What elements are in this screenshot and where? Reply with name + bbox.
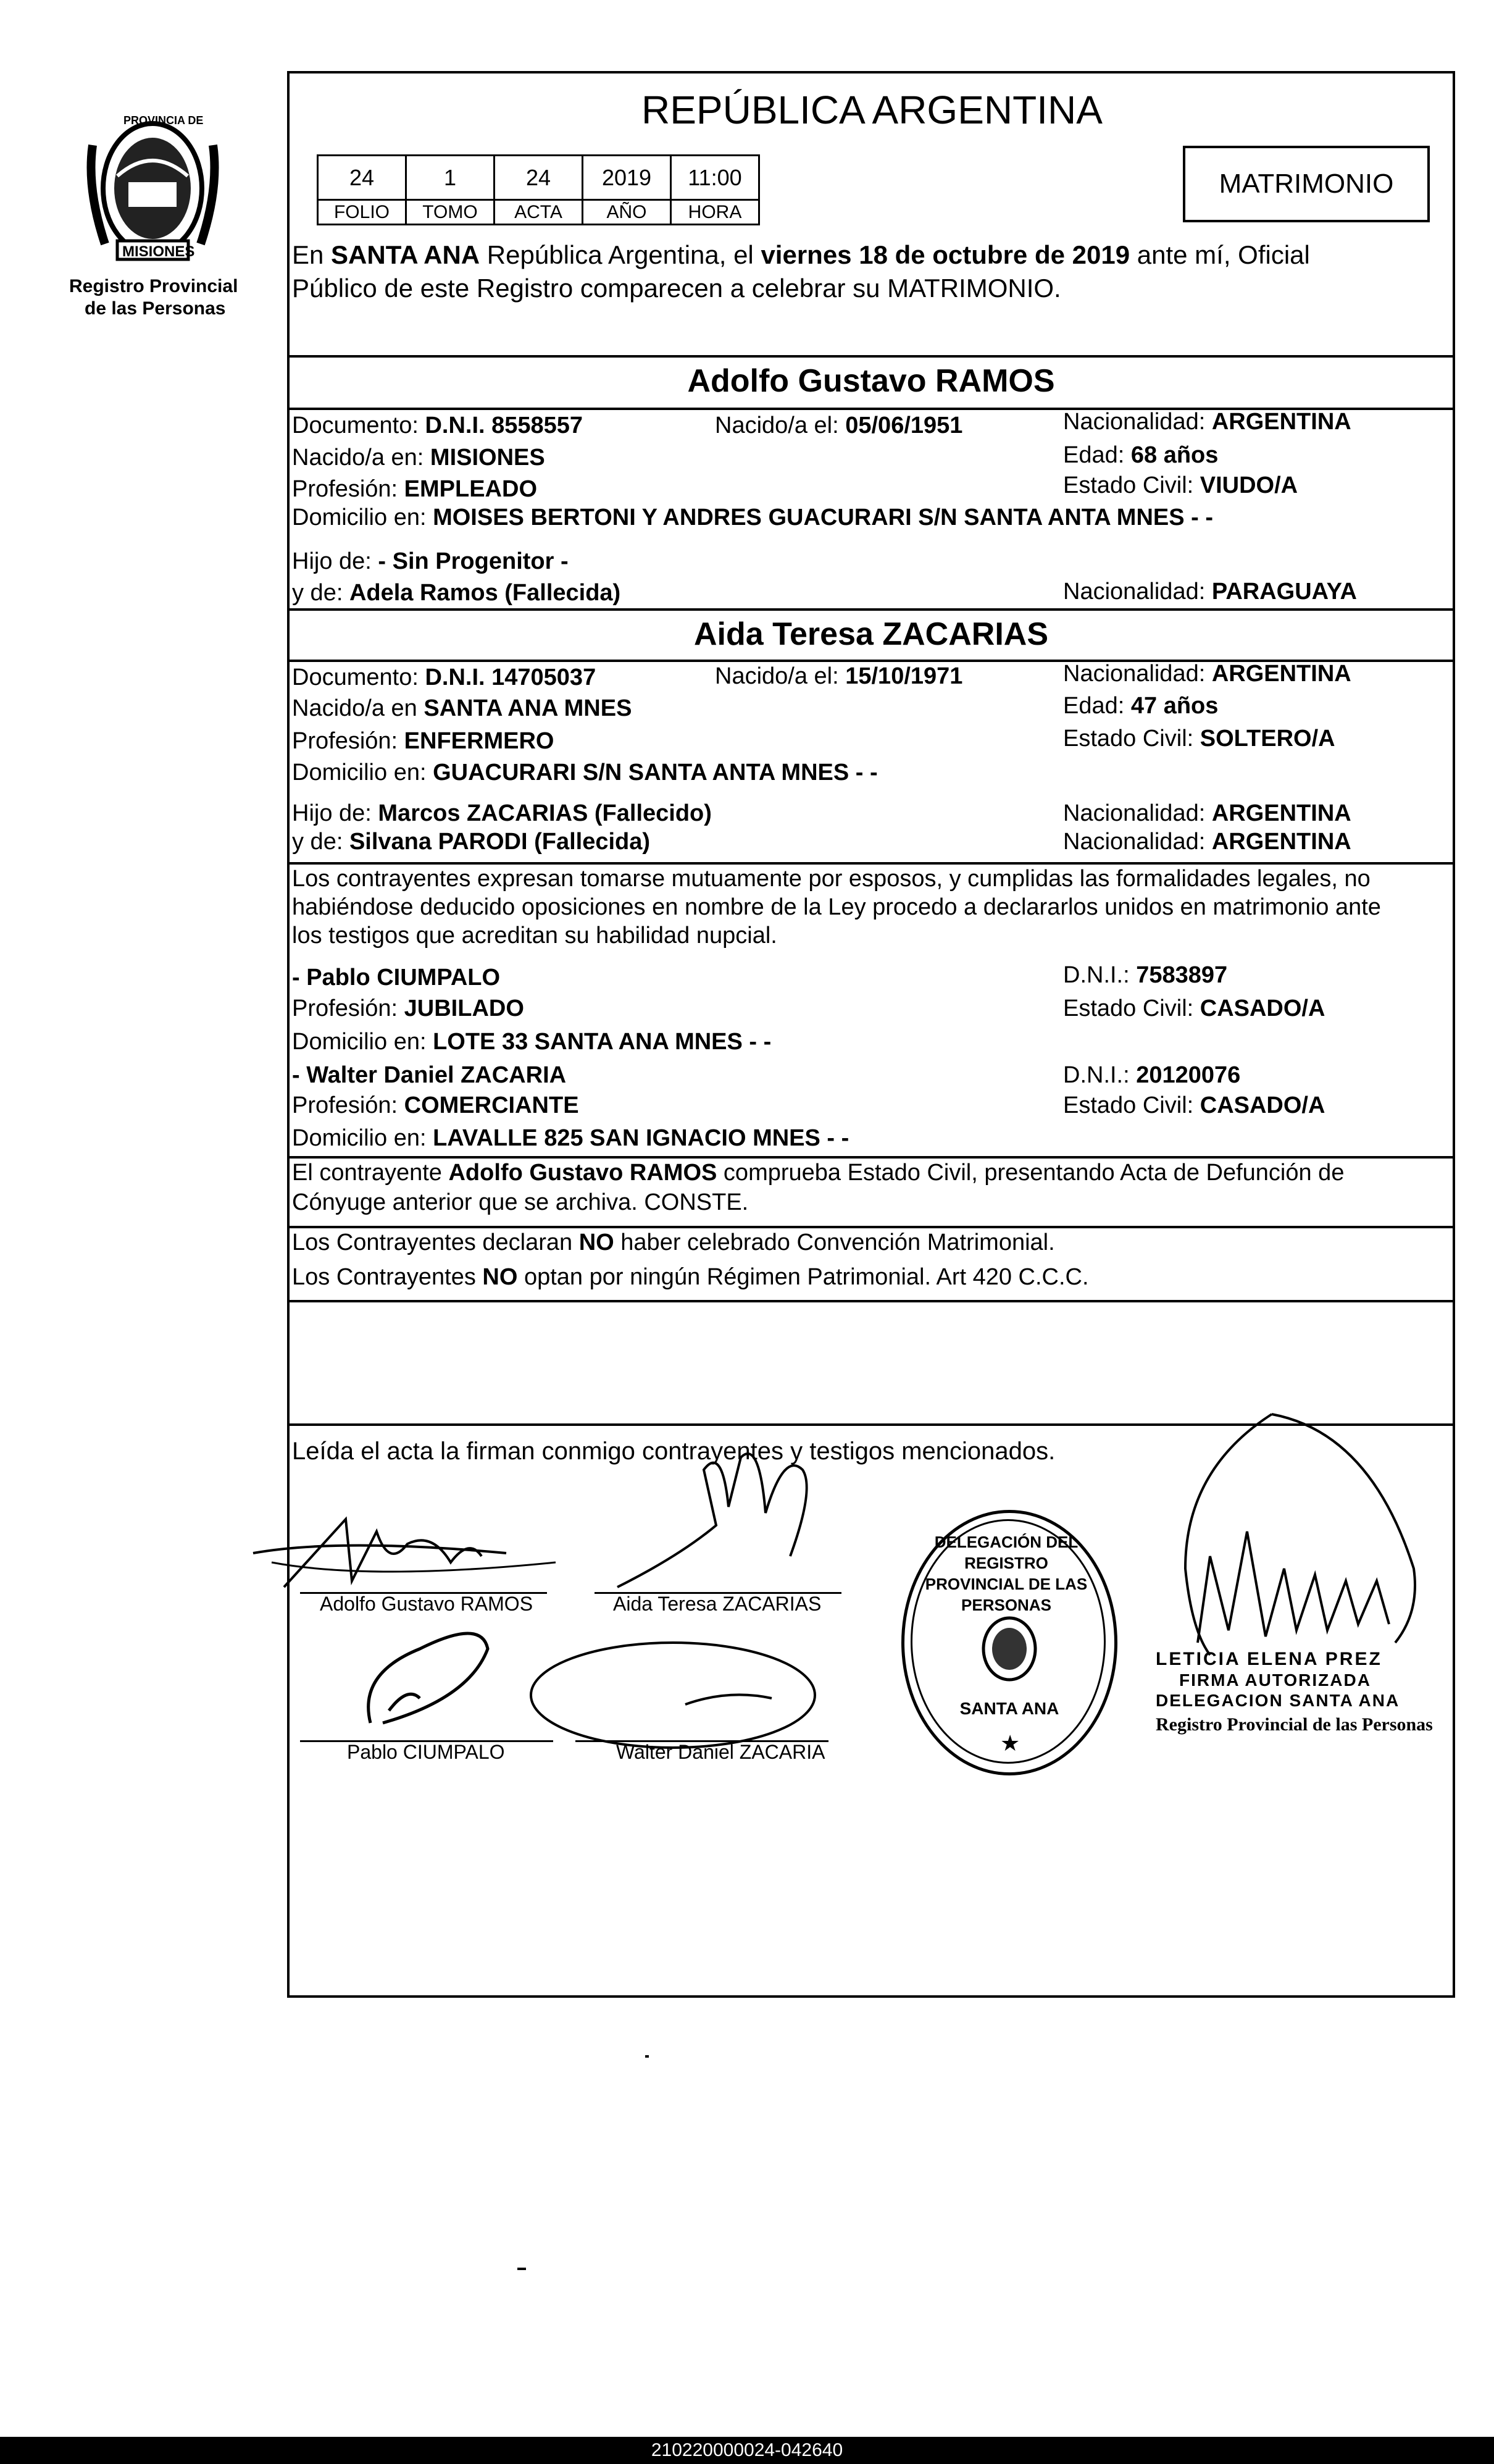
declaration-line3: los testigos que acreditan su habilidad nupcial. [292, 923, 777, 949]
witness2-name: - Walter Daniel ZACARIA [292, 1062, 567, 1088]
spouse2-name: Aida Teresa ZACARIAS [693, 616, 1049, 652]
seal-center-text: SANTA ANA [959, 1699, 1059, 1718]
spouse2-civil-status: Estado Civil: SOLTERO/A [1063, 726, 1335, 752]
spouse1-mother-nationality: Nacionalidad: PARAGUAYA [1063, 579, 1357, 605]
acta-label: ACTA [495, 200, 583, 225]
spouse1-address: Domicilio en: MOISES BERTONI Y ANDRES GUACURARI S/N SANTA ANTA MNES - - [292, 505, 1214, 530]
official-stamp-line1: LETICIA ELENA PREZ [1156, 1649, 1382, 1669]
signature-pablo-ciumpalo [346, 1612, 506, 1735]
witness1-dni: D.N.I.: 7583897 [1063, 962, 1228, 988]
year-label: AÑO [583, 200, 671, 225]
spouse2-address: Domicilio en: GUACURARI S/N SANTA ANTA MNES - - [292, 760, 878, 786]
signature-walter-zacaria [525, 1630, 846, 1766]
tomo-label: TOMO [406, 200, 495, 225]
witness1-name: - Pablo CIUMPALO [292, 965, 501, 991]
province-logo [80, 108, 225, 275]
spouse1-birthdate: Nacido/a el: 05/06/1951 [715, 413, 963, 438]
spouse1-civil-status: Estado Civil: VIUDO/A [1063, 472, 1298, 498]
seal-star-icon: ★ [1000, 1730, 1020, 1756]
hour-value: 11:00 [671, 156, 759, 200]
civil-note-line2: Cónyuge anterior que se archiva. CONSTE. [292, 1189, 749, 1215]
spouse2-mother: y de: Silvana PARODI (Fallecida) [292, 829, 651, 855]
spouse2-birthdate: Nacido/a el: 15/10/1971 [715, 663, 963, 689]
witness2-address: Domicilio en: LAVALLE 825 SAN IGNACIO MNES - - [292, 1125, 849, 1151]
spouse2-mother-nationality: Nacionalidad: ARGENTINA [1063, 829, 1351, 855]
declaration-line1: Los contrayentes expresan tomarse mutuamente por esposos, y cumplidas las formalidades legales, no [292, 866, 1371, 892]
spouse2-father: Hijo de: Marcos ZACARIAS (Fallecido) [292, 800, 712, 826]
spouse1-nationality: Nacionalidad: ARGENTINA [1063, 409, 1351, 435]
hour-label: HORA [671, 200, 759, 225]
declaration-line2: habiéndose deducido oposiciones en nombre de la Ley procedo a declararlos unidos en matrimonio ante [292, 894, 1381, 920]
spouse2-document: Documento: D.N.I. 14705037 [292, 664, 596, 690]
witness2-profession: Profesión: COMERCIANTE [292, 1092, 579, 1118]
logo-caption-line1: Registro Provincial [69, 276, 238, 296]
reference-table [317, 154, 760, 225]
spouse2-birthplace: Nacido/a en SANTA ANA MNES [292, 695, 632, 721]
page-title: REPÚBLICA ARGENTINA [641, 88, 1103, 132]
witness1-address: Domicilio en: LOTE 33 SANTA ANA MNES - - [292, 1029, 772, 1055]
signature-adolfo-ramos [247, 1494, 568, 1606]
seal-text: DELEGACIÓN DEL REGISTRO PROVINCIAL DE LAS PERSONAS [925, 1533, 1088, 1614]
logo-text-bottom: MISIONES [122, 243, 195, 260]
spouse1-document: Documento: D.N.I. 8558557 [292, 413, 583, 438]
logo-text-top: PROVINCIA DE [123, 114, 204, 127]
spouse1-age: Edad: 68 años [1063, 442, 1219, 468]
regime-line1: Los Contrayentes declaran NO haber celebrado Convención Matrimonial. [292, 1230, 1055, 1255]
witness1-profession: Profesión: JUBILADO [292, 995, 524, 1021]
seal-emblem-icon [979, 1615, 1040, 1683]
signatures-intro: Leída el acta la firman conmigo contrayentes y testigos mencionados. [292, 1438, 1056, 1465]
witness2-dni: D.N.I.: 20120076 [1063, 1062, 1241, 1088]
spouse1-birthplace: Nacido/a en: MISIONES [292, 445, 545, 471]
witness2-civil-status: Estado Civil: CASADO/A [1063, 1092, 1325, 1118]
record-type-label: MATRIMONIO [1219, 169, 1394, 199]
record-type-box [1183, 146, 1430, 222]
signature-label-1: Adolfo Gustavo RAMOS [320, 1593, 533, 1615]
folio-label: FOLIO [318, 200, 406, 225]
official-stamp-line4: Registro Provincial de las Personas [1156, 1714, 1433, 1735]
spouse1-father: Hijo de: - Sin Progenitor - [292, 548, 569, 574]
official-stamp-line3: DELEGACION SANTA ANA [1156, 1691, 1400, 1710]
folio-value: 24 [318, 156, 406, 200]
spouse1-name: Adolfo Gustavo RAMOS [687, 363, 1055, 399]
spouse1-mother: y de: Adela Ramos (Fallecida) [292, 580, 621, 606]
logo-caption-line2: de las Personas [85, 298, 226, 319]
spouse2-profession: Profesión: ENFERMERO [292, 728, 554, 754]
civil-note-line1: El contrayente Adolfo Gustavo RAMOS comprueba Estado Civil, presentando Acta de Defunción de [292, 1160, 1345, 1186]
signature-label-4: Walter Daniel ZACARIA [616, 1741, 825, 1763]
footer-barcode-strip [0, 2437, 1494, 2464]
spouse2-nationality: Nacionalidad: ARGENTINA [1063, 661, 1351, 687]
footer-barcode-text: 210220000024-042640 [651, 2440, 843, 2460]
spouse2-father-nationality: Nacionalidad: ARGENTINA [1063, 800, 1351, 826]
registry-seal [901, 1510, 1117, 1775]
official-stamp-line2: FIRMA AUTORIZADA [1179, 1670, 1371, 1690]
spouse2-age: Edad: 47 años [1063, 693, 1219, 719]
signature-label-3: Pablo CIUMPALO [347, 1741, 505, 1763]
regime-line2: Los Contrayentes NO optan por ningún Régimen Patrimonial. Art 420 C.C.C. [292, 1264, 1089, 1290]
intro-line1: En SANTA ANA República Argentina, el viernes 18 de octubre de 2019 ante mí, Oficial [292, 240, 1310, 269]
year-value: 2019 [583, 156, 671, 200]
tomo-value: 1 [406, 156, 495, 200]
acta-value: 24 [495, 156, 583, 200]
intro-line2: Público de este Registro comparecen a celebrar su MATRIMONIO. [292, 274, 1061, 303]
spouse1-profession: Profesión: EMPLEADO [292, 476, 538, 502]
signature-aida-zacarias [605, 1433, 852, 1593]
signature-label-2: Aida Teresa ZACARIAS [613, 1593, 822, 1615]
witness1-civil-status: Estado Civil: CASADO/A [1063, 995, 1325, 1021]
